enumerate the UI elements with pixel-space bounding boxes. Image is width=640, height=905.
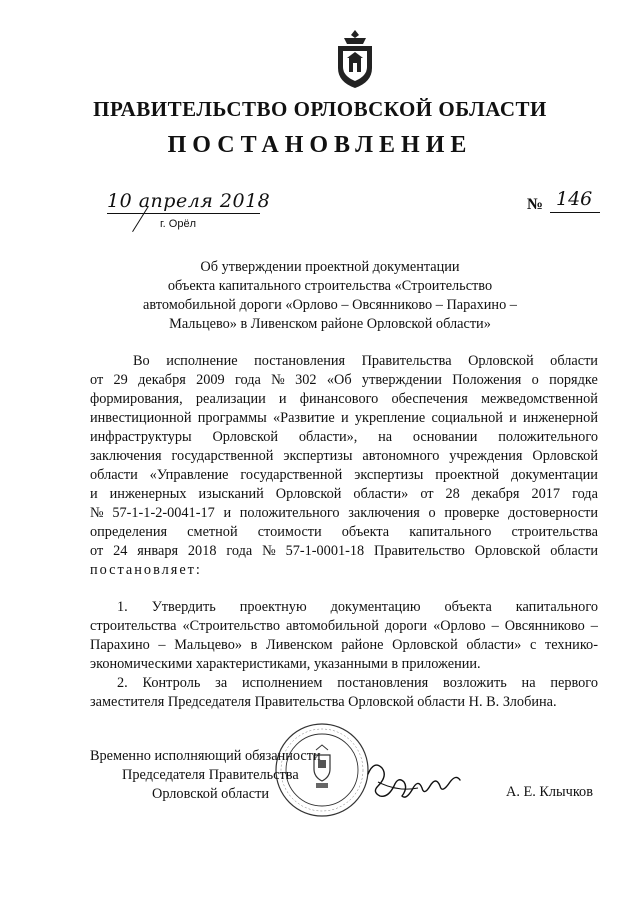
preamble-line: № 57-1-1-2-0041-17 и положительного заключения о проверке достоверности bbox=[90, 505, 598, 521]
preamble-line: области «Управление государственной экспертизы проектной документации bbox=[90, 467, 598, 483]
subject-line: Мальцево» в Ливенском районе Орловской области» bbox=[169, 316, 491, 332]
document-subject bbox=[120, 258, 540, 334]
item-2 bbox=[90, 674, 598, 712]
item-line: 1. Утвердить проектную документацию объекта капитального bbox=[117, 599, 598, 615]
signatory-name: А. Е. Клычков bbox=[506, 784, 593, 800]
subject-line: автомобильной дороги «Орлово – Овсянниково – Парахино – bbox=[143, 297, 517, 313]
preamble-line: от 24 января 2018 года № 57-1-0001-18 Правительство Орловской области bbox=[90, 543, 598, 559]
date-underline bbox=[107, 213, 260, 214]
item-line: 2. Контроль за исполнением постановления возложить на первого bbox=[117, 675, 598, 691]
document-body bbox=[90, 352, 598, 712]
item-line: экономическими характеристиками, указанными в приложении. bbox=[90, 656, 481, 672]
preamble-line: от 29 декабря 2009 года № 302 «Об утверждении Положения о порядке bbox=[90, 372, 598, 388]
item-line: заместителя Председателя Правительства Орловской области Н. В. Злобина. bbox=[90, 694, 557, 710]
signatory-title-line: Временно исполняющий обязанности bbox=[90, 748, 321, 764]
subject-line: объекта капитального строительства «Строительство bbox=[167, 278, 493, 294]
document-type: ПОСТАНОВЛЕНИЕ bbox=[167, 132, 473, 158]
signatory-title-line: Орловской области bbox=[152, 786, 269, 802]
preamble-line: инфраструктуры Орловской области», на основании положительного bbox=[90, 429, 598, 445]
preamble-line: заключения государственной экспертизы автономного учреждения Орловской bbox=[90, 448, 598, 464]
preamble bbox=[90, 352, 598, 580]
document-number: 146 bbox=[556, 188, 593, 210]
number-label: № bbox=[527, 196, 544, 213]
coat-of-arms-icon bbox=[332, 28, 378, 90]
preamble-line: формирования, реализации и финансового обеспечения межведомственной bbox=[90, 391, 598, 407]
document-date: 10 апреля 2018 bbox=[107, 190, 271, 212]
preamble-line: определения сметной стоимости объекта капитального строительства bbox=[90, 524, 598, 540]
item-line: строительства «Строительство автомобильной дороги «Орлово – Овсянниково – bbox=[90, 618, 598, 634]
handwritten-signature-icon bbox=[364, 752, 474, 808]
preamble-line: постановляет: bbox=[90, 562, 202, 578]
preamble-line: и инженерных изысканий Орловской области» от 28 декабря 2017 года bbox=[90, 486, 598, 502]
signatory-block bbox=[90, 747, 321, 804]
item-line: Парахино – Мальцево» в Ливенском районе Орловской области» с технико- bbox=[90, 637, 598, 653]
subject-line: Об утверждении проектной документации bbox=[200, 259, 460, 275]
preamble-line: инвестиционной программы «Развитие и укрепление социальной и инженерной bbox=[90, 410, 598, 426]
signatory-title-line: Председателя Правительства bbox=[122, 767, 299, 783]
number-underline bbox=[550, 212, 600, 213]
preamble-line: Во исполнение постановления Правительства Орловской области bbox=[133, 353, 598, 369]
item-1 bbox=[90, 598, 598, 674]
government-title: ПРАВИТЕЛЬСТВО ОРЛОВСКОЙ ОБЛАСТИ bbox=[93, 97, 547, 121]
document-city: г. Орёл bbox=[160, 218, 196, 230]
